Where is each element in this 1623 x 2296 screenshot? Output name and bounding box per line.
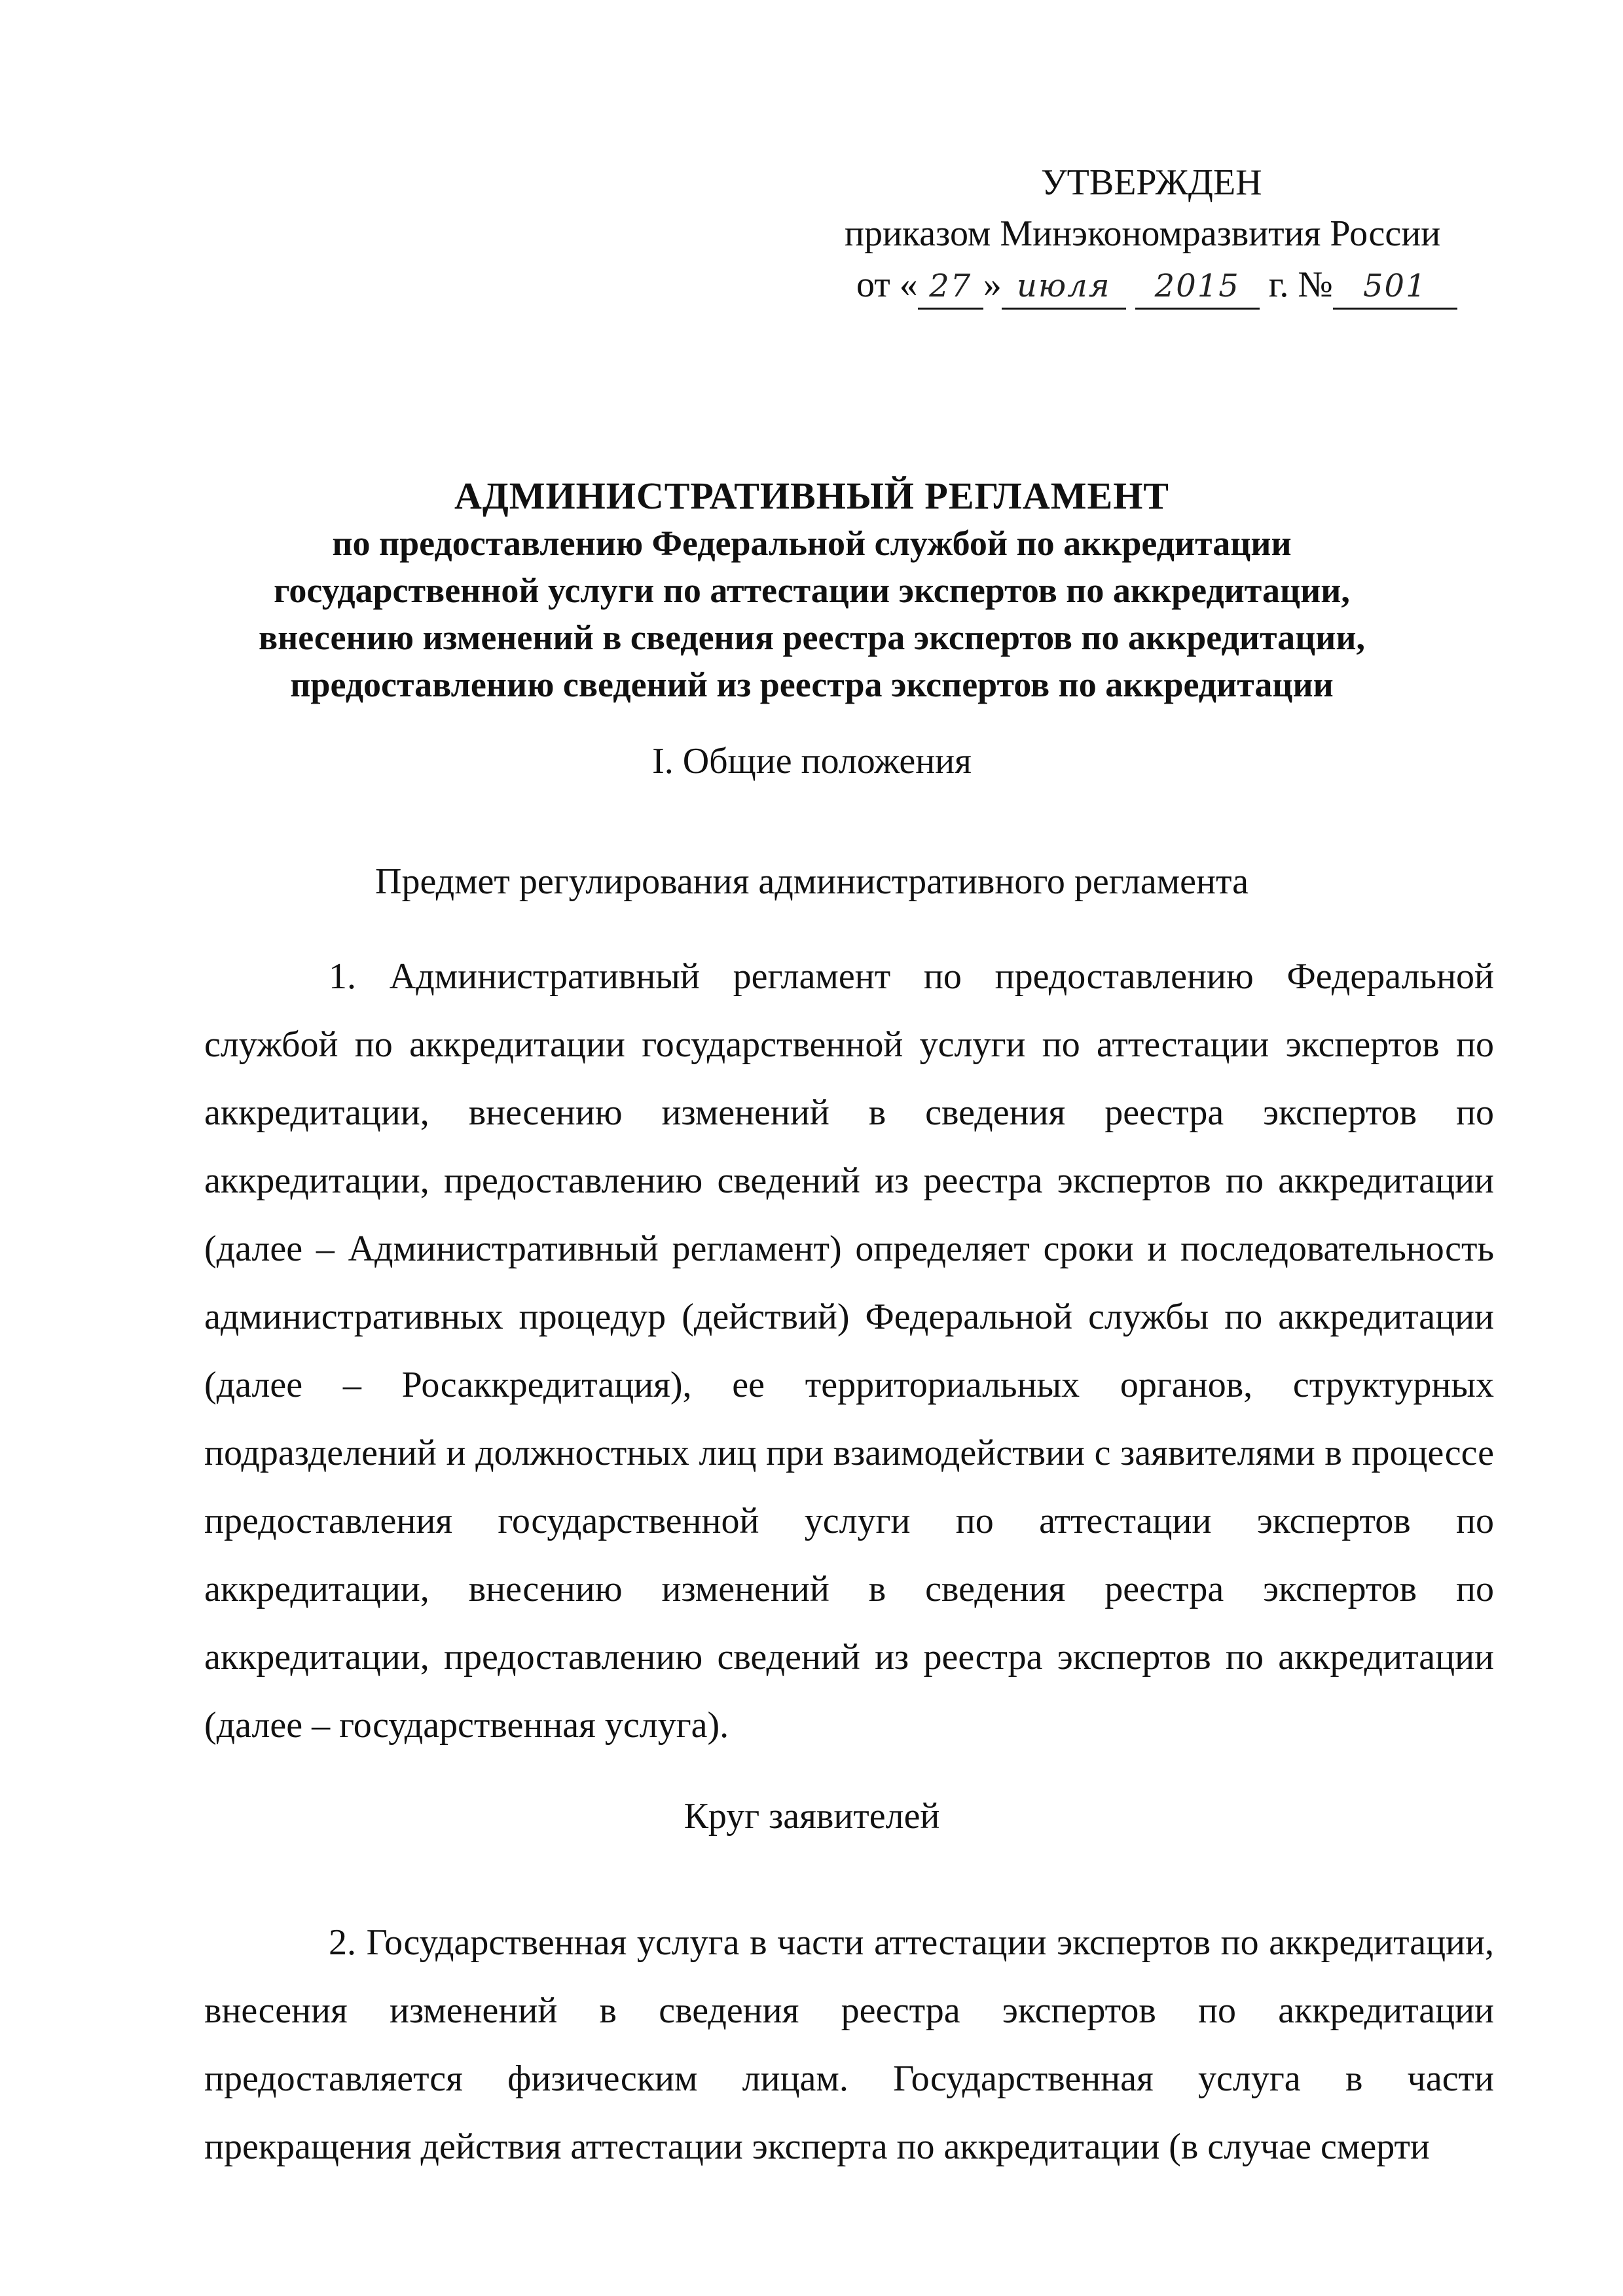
section-subject-of-regulation: Предмет регулирования административного регламента — [375, 861, 1249, 902]
handwritten-month: июля — [1002, 264, 1126, 310]
section-applicants: Круг заявителей — [684, 1796, 940, 1837]
document-subtitle-line-1: по предоставлению Федеральной службой по аккредитации — [332, 524, 1292, 563]
document-subtitle-line-3: внесению изменений в сведения реестра экспертов по аккредитации, — [259, 618, 1365, 657]
paragraph-2: 2. Государственная услуга в части аттестации экспертов по аккредитации, внесения изменений в сведения реестра экспертов по аккредитации предоставляется физическим лицам. Государственная услуга в части прекращения действия аттестации эксперта по аккредитации (в случае смерти — [204, 1922, 1494, 2167]
document-subtitle-line-2: государственной услуги по аттестации экспертов по аккредитации, — [274, 571, 1350, 610]
approval-title: УТВЕРЖДЕН — [1041, 162, 1262, 203]
date-mid: » — [983, 264, 1002, 305]
handwritten-day: 27 — [918, 264, 983, 310]
document-title: АДМИНИСТРАТИВНЫЙ РЕГЛАМЕНТ — [454, 475, 1169, 517]
date-prefix: от « — [856, 264, 918, 305]
section-general-provisions: I. Общие положения — [652, 741, 972, 781]
handwritten-year: 2015 — [1135, 264, 1260, 310]
approval-date-line — [856, 259, 1485, 310]
document-subtitle-line-4: предоставлению сведений из реестра экспертов по аккредитации — [290, 665, 1334, 704]
document-heading — [131, 473, 1493, 708]
handwritten-order-number: 501 — [1333, 264, 1457, 310]
year-suffix: г. № — [1259, 264, 1333, 305]
approval-order-line: приказом Минэкономразвития России — [845, 213, 1441, 254]
paragraph-1: 1. Административный регламент по предоставлению Федеральной службой по аккредитации государственной услуги по аттестации экспертов по аккредитации, внесению изменений в сведения реестра экспертов по аккредитации, предоставлению сведений из реестра экспертов по аккредитации (далее – Административный регламент) определяет сроки и последовательность административных процедур (действий) Федеральной службы по аккредитации (далее – Росаккредитация), ее территориальных органов, структурных подразделений и должностных лиц при взаимодействии с заявителями в процессе предоставления государственной услуги по аттестации экспертов по аккредитации, внесению изменений в сведения реестра экспертов по аккредитации, предоставлению сведений из реестра экспертов по аккредитации (далее – государственная услуга). — [204, 956, 1494, 1746]
